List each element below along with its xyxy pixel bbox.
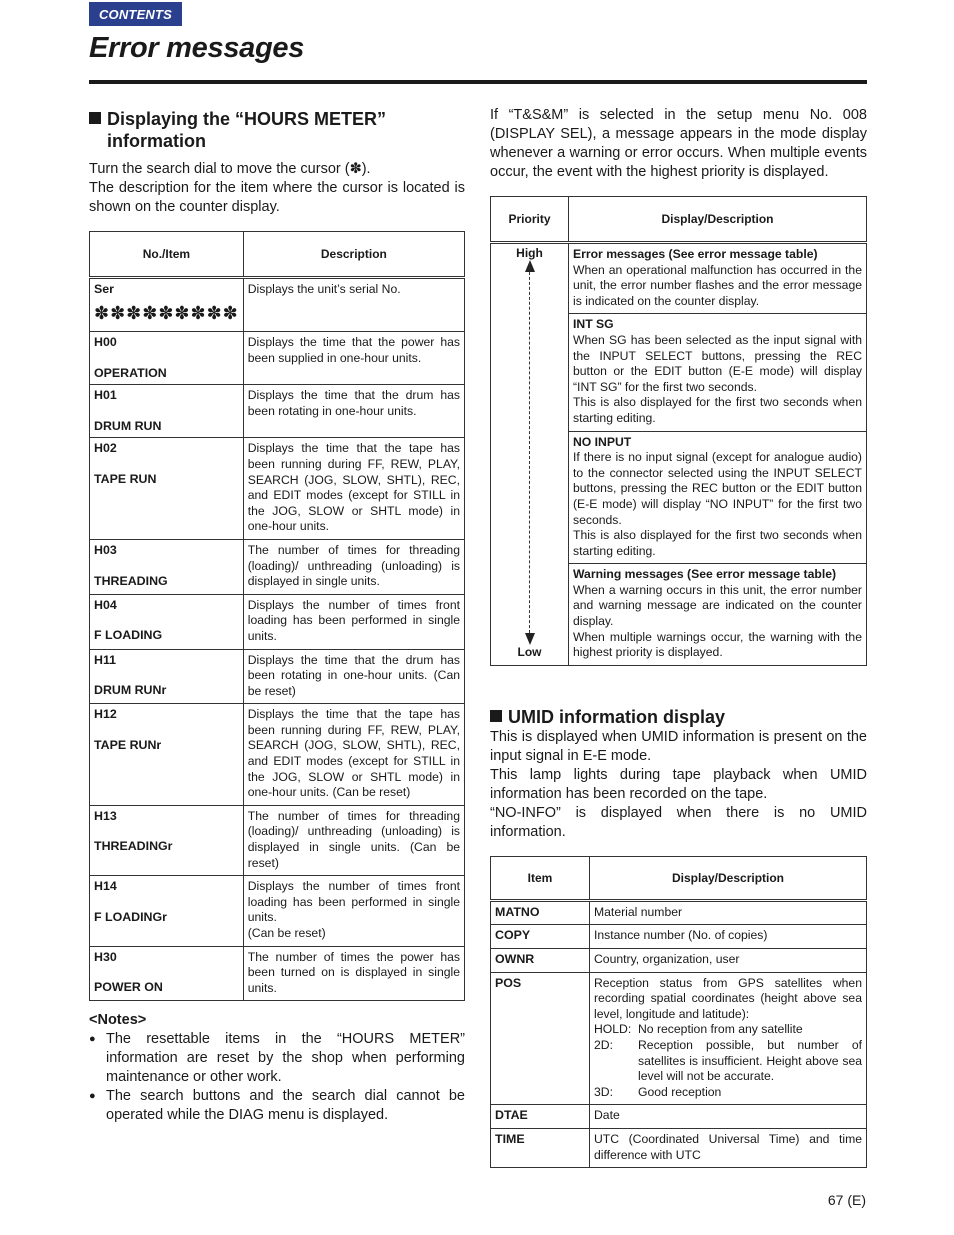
priority-col: Priority (491, 197, 569, 243)
table-row (90, 805, 465, 875)
item-name: THREADINGr (94, 839, 173, 854)
umid-para: This lamp lights during tape playback when UMID information has been recorded on the tape. (490, 766, 867, 802)
item-name: THREADING (94, 573, 168, 588)
hours-meter-section (89, 108, 465, 1125)
umid-item: DTAE (491, 1105, 590, 1129)
priority-table (490, 196, 867, 666)
item-name: TAPE RUNr (94, 737, 162, 752)
priority-low-label: Low (517, 644, 542, 659)
table-row (90, 594, 465, 649)
page-title: Error messages (89, 32, 305, 64)
umid-item: POS (491, 972, 590, 1105)
table-row (491, 243, 867, 314)
umid-item: MATNO (491, 900, 590, 925)
gps-state: 2D: Reception possible, but number of satellites is insufficient. Height above sea level will not be accurate. (594, 1038, 862, 1084)
table-row (90, 539, 465, 594)
umid-desc: Reception status from GPS satellites when recording spatial coordinates (height above sea level, longitude and latitude): HOLD: No reception from any satellite 2D: Reception possible, but number of satellites is insufficient. Height above sea level will not be accurate. 3D: Good reception (590, 972, 867, 1105)
item-desc: Displays the time that the tape has been running during FF, REW, PLAY, SEARCH (JOG, SLOW, SHTL), REC, and EDIT modes (except for STILL in the JOG, SLOW or SHTL mode) in one-hour units. (Can be reset) (243, 704, 464, 806)
bullet-icon: ● (89, 1033, 96, 1046)
item-code: H01 (94, 388, 117, 403)
table-row (491, 900, 867, 925)
item-code: H12 (94, 707, 117, 722)
item-name: POWER ON (94, 980, 163, 995)
umid-desc: Material number (590, 900, 867, 925)
contents-button[interactable]: CONTENTS (89, 2, 182, 26)
priority-desc: Warning messages (See error message table) When a warning occurs in this unit, the error number and warning message are indicated on the counter display. When multiple warnings occur, the warning with the highest priority is displayed. (569, 564, 867, 666)
item-name: DRUM RUN (94, 418, 162, 433)
square-bullet-icon (89, 112, 101, 124)
table-row (90, 946, 465, 1001)
umid-col-desc: Display/Description (590, 856, 867, 900)
umid-table (490, 856, 867, 1168)
umid-item: OWNR (491, 949, 590, 973)
table-row (90, 278, 465, 332)
table-row (90, 876, 465, 946)
arrow-up-icon (525, 260, 535, 272)
umid-section (490, 706, 867, 1168)
notes-title: <Notes> (89, 1012, 147, 1029)
item-desc: Displays the number of times front loading has been performed in single units. (Can be reset) (243, 876, 464, 946)
item-code: H03 (94, 542, 117, 557)
item-desc: Displays the time that the tape has been running during FF, REW, PLAY, SEARCH (JOG, SLOW, SHTL), REC, and EDIT modes (except for STILL in the JOG, SLOW or SHTL mode) in one-hour units. (243, 438, 464, 540)
table-row (90, 704, 465, 806)
item-desc: Displays the time that the drum has been rotating in one-hour units. (243, 385, 464, 438)
hours-table (89, 231, 465, 1001)
priority-desc: NO INPUT If there is no input signal (except for analogue audio) to the connector selected using the INPUT SELECT buttons, pressing the REC button or the EDIT button (E-E mode) will display “NO INPUT” for the first two seconds. This is also displayed for the first two seconds when starting editing. (569, 431, 867, 564)
item-desc: Displays the unit’s serial No. (243, 278, 464, 332)
item-code: H02 (94, 441, 117, 456)
priority-intro: If “T&S&M” is selected in the setup menu No. 008 (DISPLAY SEL), a message appears in the mode display whenever a warning or error occurs. When multiple events occur, the event with the highest priority is displayed. (490, 107, 867, 180)
table-row (491, 925, 867, 949)
priority-desc: INT SG When SG has been selected as the input signal with the INPUT SELECT buttons, pressing the REC button or the EDIT button (E-E mode) will display “INT SG” for the first two seconds. This is also displayed for the first two seconds when starting editing. (569, 314, 867, 431)
table-row (90, 438, 465, 540)
serial-placeholder: ✽✽✽✽✽✽✽✽✽ (94, 302, 239, 323)
hours-meter-heading: Displaying the “HOURS METER” information (89, 108, 465, 152)
item-desc: Displays the number of times front loading has been performed in single units. (243, 594, 464, 649)
item-name: DRUM RUNr (94, 683, 167, 698)
table-row (90, 649, 465, 704)
bullet-icon: ● (89, 1090, 96, 1103)
note-item: ● The resettable items in the “HOURS METER” information are reset by the shop when performing maintenance or other work. (89, 1031, 465, 1086)
title-rule (89, 80, 867, 84)
item-desc: The number of times the power has been turned on is displayed in single units. (243, 946, 464, 1001)
item-code: H04 (94, 597, 117, 612)
umid-heading: UMID information display (490, 706, 867, 728)
priority-dashed-line (529, 262, 530, 643)
hours-col-item: No./Item (90, 232, 244, 278)
table-row (90, 385, 465, 438)
umid-col-item: Item (491, 856, 590, 900)
item-name: F LOADING (94, 628, 163, 643)
umid-item: TIME (491, 1128, 590, 1167)
square-bullet-icon (490, 710, 502, 722)
hours-para-1: Turn the search dial to move the cursor (✽). (89, 161, 371, 177)
priority-desc: Error messages (See error message table) When an operational malfunction has occurred in the unit, the error number flashes and the error message is indicated on the counter display. (569, 243, 867, 314)
table-row (491, 1128, 867, 1167)
item-name: OPERATION (94, 365, 167, 380)
item-code: H14 (94, 879, 117, 894)
priority-scale (491, 243, 569, 666)
item-code: Ser (94, 282, 114, 296)
item-code: H13 (94, 808, 117, 823)
umid-desc: UTC (Coordinated Universal Time) and time difference with UTC (590, 1128, 867, 1167)
item-code: H30 (94, 949, 117, 964)
table-row (90, 332, 465, 385)
umid-item: COPY (491, 925, 590, 949)
umid-desc: Instance number (No. of copies) (590, 925, 867, 949)
gps-state: 3D: Good reception (594, 1084, 722, 1099)
table-row (491, 1105, 867, 1129)
umid-desc: Date (590, 1105, 867, 1129)
item-desc: The number of times for threading (loading)/ unthreading (unloading) is displayed in single units. (243, 539, 464, 594)
item-code: H11 (94, 652, 117, 667)
item-name: F LOADINGr (94, 909, 167, 924)
note-item: ● The search buttons and the search dial cannot be operated while the DIAG menu is displayed. (89, 1088, 465, 1124)
item-desc: Displays the time that the drum has been rotating in one-hour units. (Can be reset) (243, 649, 464, 704)
gps-state: HOLD: No reception from any satellite (594, 1022, 803, 1037)
umid-para: This is displayed when UMID information is present on the input signal in E-E mode. (490, 728, 867, 764)
item-name: TAPE RUN (94, 471, 157, 486)
umid-para: “NO-INFO” is displayed when there is no UMID information. (490, 804, 867, 840)
priority-high-label: High (516, 246, 543, 260)
item-desc: The number of times for threading (loading)/ unthreading (unloading) is displayed in single units. (Can be reset) (243, 805, 464, 875)
item-desc: Displays the time that the power has been supplied in one-hour units. (243, 332, 464, 385)
umid-desc: Country, organization, user (590, 949, 867, 973)
hours-col-desc: Description (243, 232, 464, 278)
arrow-down-icon (525, 633, 535, 645)
priority-section (490, 106, 867, 1168)
page-number: 67 (E) (827, 1192, 866, 1208)
table-row (491, 972, 867, 1105)
item-code: H00 (94, 335, 117, 349)
table-row (491, 949, 867, 973)
hours-para-2: The description for the item where the cursor is located is shown on the counter display. (89, 180, 465, 215)
priority-desc-col: Display/Description (569, 197, 867, 243)
